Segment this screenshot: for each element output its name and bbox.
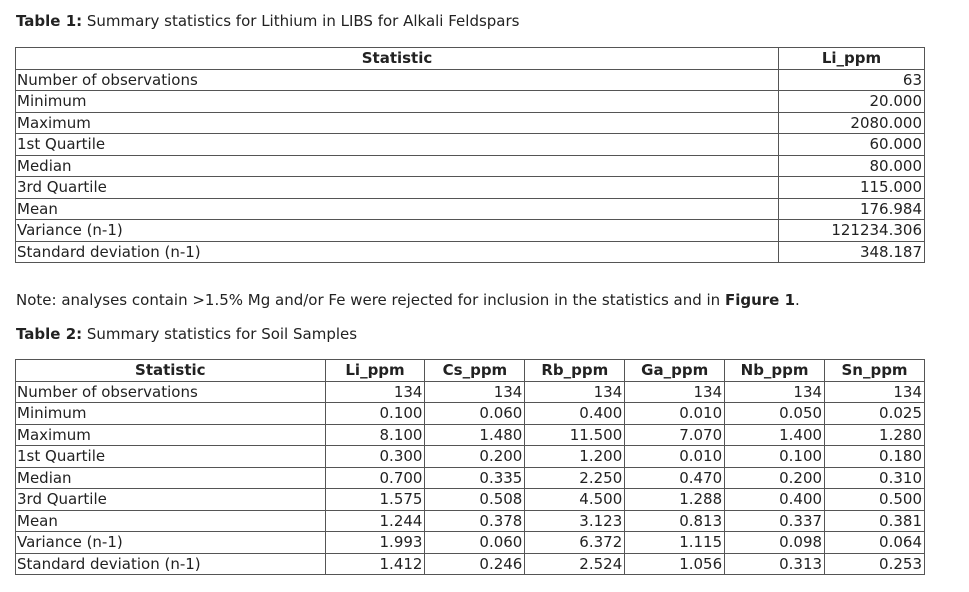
table2-header-rb-ppm: Rb_ppm — [525, 360, 625, 382]
table2-body — [16, 381, 925, 575]
table1-caption-text: Summary statistics for Lithium in LIBS for Alkali Feldspars — [82, 12, 520, 30]
row-value: 0.060 — [425, 403, 525, 425]
table2-caption — [16, 324, 357, 344]
row-value: 1.115 — [625, 532, 725, 554]
table2-header-cs-ppm: Cs_ppm — [425, 360, 525, 382]
note-figure-ref: Figure 1 — [724, 291, 796, 309]
row-value: 134 — [325, 381, 425, 403]
row-value: 1.400 — [725, 424, 825, 446]
row-value: 0.400 — [525, 403, 625, 425]
table1-caption — [16, 11, 519, 31]
table-row — [16, 553, 925, 575]
table1-header-li-ppm: Li_ppm — [779, 48, 925, 70]
row-value: 0.508 — [425, 489, 525, 511]
row-value: 1.412 — [325, 553, 425, 575]
row-value: 134 — [725, 381, 825, 403]
note-text — [16, 290, 800, 310]
row-label: 3rd Quartile — [16, 489, 326, 511]
table-row — [16, 112, 925, 134]
row-label: Median — [16, 467, 326, 489]
row-value: 0.470 — [625, 467, 725, 489]
table-row — [16, 467, 925, 489]
table-row — [16, 446, 925, 468]
row-value: 348.187 — [779, 241, 925, 263]
row-value: 11.500 — [525, 424, 625, 446]
row-value: 7.070 — [625, 424, 725, 446]
table1-caption-label: Table 1: — [16, 12, 83, 30]
table-row — [16, 177, 925, 199]
row-value: 0.310 — [825, 467, 925, 489]
table-row — [16, 241, 925, 263]
note-end: . — [795, 291, 800, 309]
row-value: 1.480 — [425, 424, 525, 446]
row-value: 60.000 — [779, 134, 925, 156]
row-value: 0.500 — [825, 489, 925, 511]
table-row — [16, 69, 925, 91]
row-value: 0.010 — [625, 403, 725, 425]
table2-caption-label: Table 2: — [16, 325, 83, 343]
table-row — [16, 403, 925, 425]
table-row — [16, 532, 925, 554]
table2-header-nb-ppm: Nb_ppm — [725, 360, 825, 382]
row-value: 0.813 — [625, 510, 725, 532]
table2-header-ga-ppm: Ga_ppm — [625, 360, 725, 382]
row-value: 0.200 — [425, 446, 525, 468]
table1 — [15, 47, 925, 263]
row-value: 0.313 — [725, 553, 825, 575]
row-value: 0.100 — [725, 446, 825, 468]
row-label: 1st Quartile — [16, 134, 779, 156]
table-row — [16, 381, 925, 403]
table2-caption-text: Summary statistics for Soil Samples — [82, 325, 358, 343]
row-value: 2080.000 — [779, 112, 925, 134]
row-label: 1st Quartile — [16, 446, 326, 468]
row-value: 134 — [625, 381, 725, 403]
table1-body — [16, 69, 925, 263]
row-label: Maximum — [16, 112, 779, 134]
table2-header-row — [16, 360, 925, 382]
row-label: Median — [16, 155, 779, 177]
row-value: 134 — [425, 381, 525, 403]
table-row — [16, 489, 925, 511]
row-value: 134 — [525, 381, 625, 403]
row-value: 63 — [779, 69, 925, 91]
row-value: 1.993 — [325, 532, 425, 554]
row-value: 0.100 — [325, 403, 425, 425]
row-value: 1.288 — [625, 489, 725, 511]
row-label: Variance (n-1) — [16, 220, 779, 242]
table-row — [16, 510, 925, 532]
row-value: 2.250 — [525, 467, 625, 489]
row-value: 176.984 — [779, 198, 925, 220]
row-value: 3.123 — [525, 510, 625, 532]
row-value: 0.253 — [825, 553, 925, 575]
table2 — [15, 359, 925, 575]
row-value: 134 — [825, 381, 925, 403]
row-value: 8.100 — [325, 424, 425, 446]
row-label: Minimum — [16, 403, 326, 425]
row-value: 121234.306 — [779, 220, 925, 242]
row-value: 0.700 — [325, 467, 425, 489]
row-value: 1.056 — [625, 553, 725, 575]
row-value: 0.025 — [825, 403, 925, 425]
row-value: 0.060 — [425, 532, 525, 554]
row-label: Standard deviation (n-1) — [16, 553, 326, 575]
table-row — [16, 155, 925, 177]
table-row — [16, 91, 925, 113]
row-value: 0.010 — [625, 446, 725, 468]
table-row — [16, 134, 925, 156]
row-value: 20.000 — [779, 91, 925, 113]
row-value: 0.180 — [825, 446, 925, 468]
row-value: 2.524 — [525, 553, 625, 575]
table2-header-li-ppm: Li_ppm — [325, 360, 425, 382]
note-main-text: Note: analyses contain >1.5% Mg and/or Fe were rejected for inclusion in the statistics and in — [16, 291, 725, 309]
row-value: 80.000 — [779, 155, 925, 177]
row-value: 0.246 — [425, 553, 525, 575]
row-label: Minimum — [16, 91, 779, 113]
table2-header-statistic: Statistic — [16, 360, 326, 382]
row-label: Number of observations — [16, 381, 326, 403]
row-value: 0.050 — [725, 403, 825, 425]
row-value: 4.500 — [525, 489, 625, 511]
row-value: 0.381 — [825, 510, 925, 532]
row-value: 0.335 — [425, 467, 525, 489]
row-value: 0.064 — [825, 532, 925, 554]
table2-header-sn-ppm: Sn_ppm — [825, 360, 925, 382]
table-row — [16, 220, 925, 242]
row-label: Maximum — [16, 424, 326, 446]
row-value: 115.000 — [779, 177, 925, 199]
row-label: 3rd Quartile — [16, 177, 779, 199]
table1-header-statistic: Statistic — [16, 48, 779, 70]
row-value: 1.200 — [525, 446, 625, 468]
row-value: 1.244 — [325, 510, 425, 532]
row-label: Mean — [16, 198, 779, 220]
table-row — [16, 424, 925, 446]
row-value: 0.300 — [325, 446, 425, 468]
row-value: 0.378 — [425, 510, 525, 532]
row-value: 0.337 — [725, 510, 825, 532]
row-label: Variance (n-1) — [16, 532, 326, 554]
row-value: 0.200 — [725, 467, 825, 489]
row-value: 0.400 — [725, 489, 825, 511]
row-value: 1.280 — [825, 424, 925, 446]
table1-header-row — [16, 48, 925, 70]
row-value: 0.098 — [725, 532, 825, 554]
row-value: 6.372 — [525, 532, 625, 554]
row-value: 1.575 — [325, 489, 425, 511]
row-label: Standard deviation (n-1) — [16, 241, 779, 263]
row-label: Number of observations — [16, 69, 779, 91]
table-row — [16, 198, 925, 220]
row-label: Mean — [16, 510, 326, 532]
